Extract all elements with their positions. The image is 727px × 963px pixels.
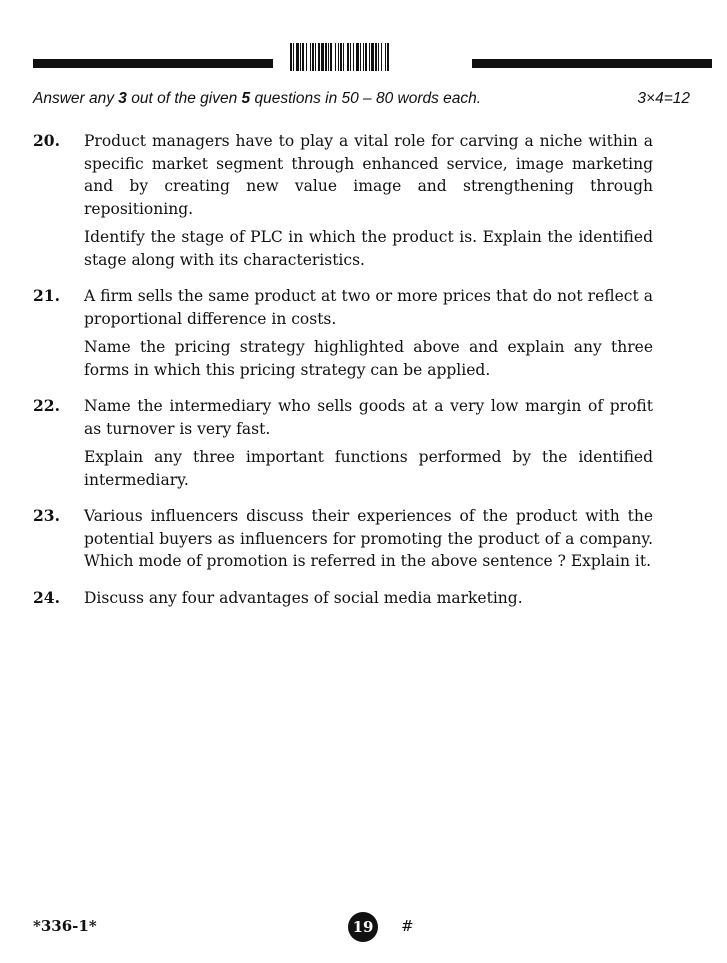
question-number: 21. [33, 286, 60, 305]
question-paragraph: Identify the stage of PLC in which the product is. Explain the identified stage along with its characteristics. [84, 228, 653, 269]
header-rule-left [33, 59, 273, 68]
marks-scheme: 3×4=12 [637, 90, 690, 107]
question-body [84, 587, 653, 610]
question-paragraph: Product managers have to play a vital role for carving a niche within a specific market segment through enhanced service, image marketing and by creating new value image and strengthening through repositioning. [84, 132, 653, 218]
question-body [84, 285, 653, 381]
page-number: 19 [348, 912, 378, 942]
question-number: 23. [33, 506, 60, 525]
question-number: 20. [33, 131, 60, 150]
question-paragraph: Discuss any four advantages of social media marketing. [84, 588, 523, 607]
question-paragraph: Name the pricing strategy highlighted above and explain any three forms in which this pricing strategy can be applied. [84, 338, 653, 379]
question-item [33, 285, 653, 381]
instruction-line [33, 90, 690, 108]
hash-symbol: # [401, 917, 414, 935]
question-number: 22. [33, 396, 60, 415]
question-body [84, 395, 653, 491]
question-item [33, 505, 653, 573]
barcode-icon [290, 43, 454, 71]
question-item [33, 395, 653, 491]
question-paragraph: Explain any three important functions performed by the identified intermediary. [84, 448, 653, 489]
question-item [33, 587, 653, 610]
paper-code: *336-1* [33, 917, 97, 935]
question-paragraph: A firm sells the same product at two or more prices that do not reflect a proportional difference in costs. [84, 287, 653, 328]
question-paragraph: Various influencers discuss their experiences of the product with the potential buyers as influencers for promoting the product of a company. Which mode of promotion is referred in the above sentence ? Explain it. [84, 507, 653, 570]
instruction-text: Answer any 3 out of the given 5 questions in 50 – 80 words each. [33, 90, 482, 107]
question-list [33, 130, 653, 623]
question-body [84, 505, 653, 573]
question-paragraph: Name the intermediary who sells goods at a very low margin of profit as turnover is very fast. [84, 397, 653, 438]
question-number: 24. [33, 587, 60, 607]
question-item [33, 130, 653, 271]
header-rule-right [472, 59, 712, 68]
question-body [84, 130, 653, 271]
